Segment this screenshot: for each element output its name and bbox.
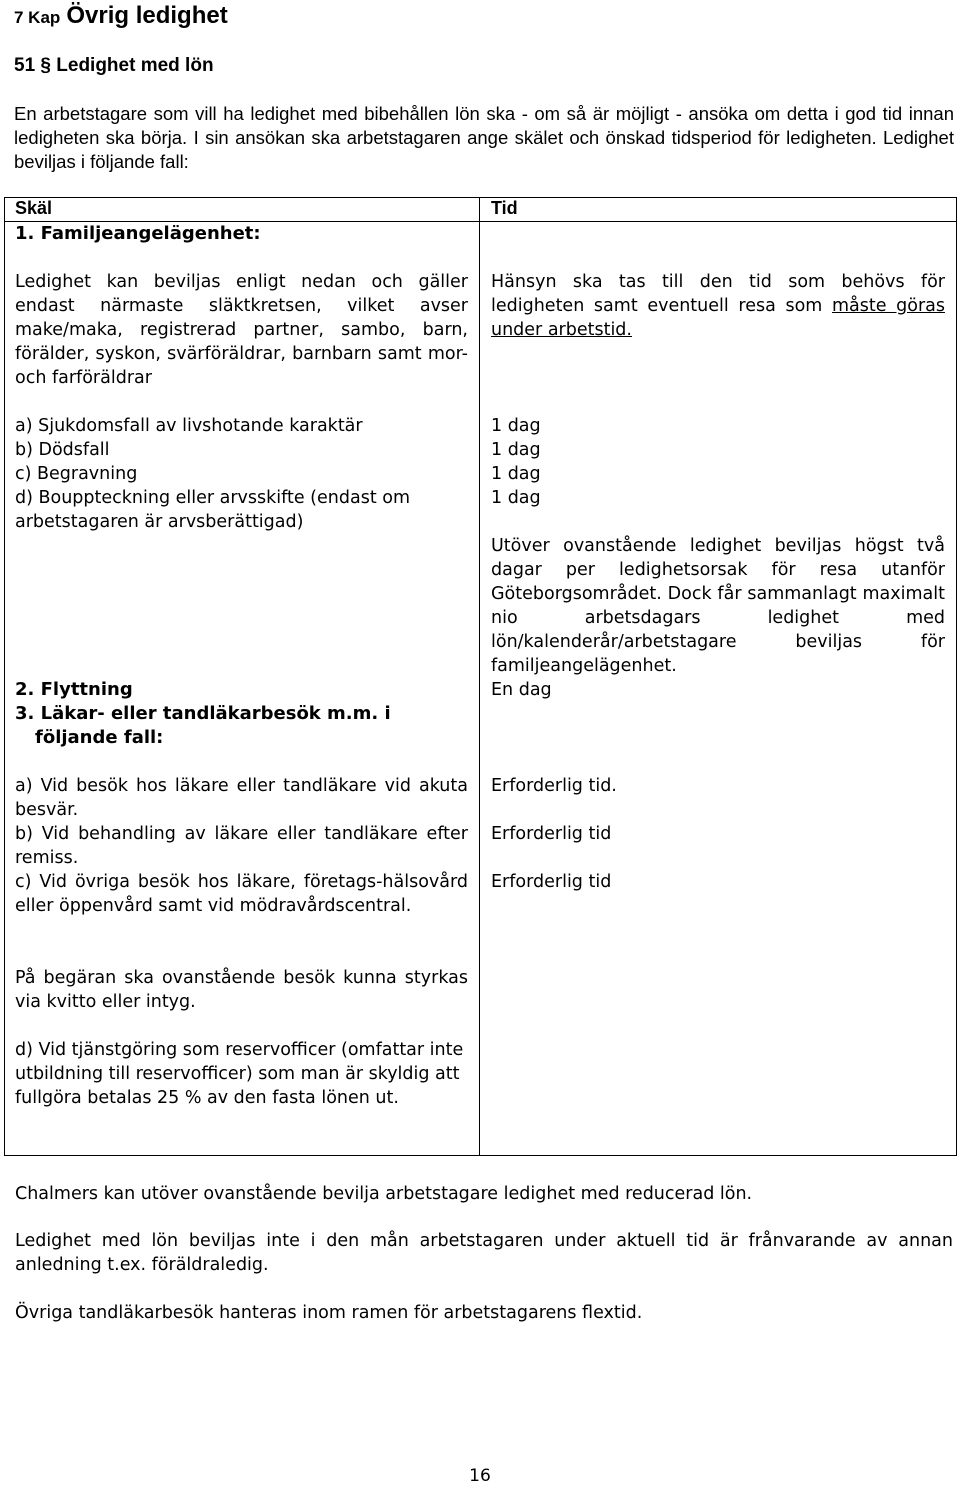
doctor-item-time: Erforderlig tid	[491, 872, 612, 892]
reserve-officer-note: d) Vid tjänstgöring som reservofficer (omfattar inte utbildning till reservofficer) som man är skyldig att fullgöra betalas 25 % av den fasta lönen ut.	[15, 1040, 464, 1108]
chapter-prefix: 7 Kap	[14, 8, 61, 27]
doctor-item-time: Erforderlig tid	[491, 824, 612, 844]
table-bottom-border	[4, 1155, 957, 1156]
moving-heading: 2. Flyttning	[15, 679, 133, 700]
family-item-time: 1 dag	[491, 464, 541, 484]
after-paragraph: Chalmers kan utöver ovanstående bevilja arbetstagare ledighet med reducerad lön.	[15, 1184, 753, 1204]
intro-paragraph: En arbetstagare som vill ha ledighet med bibehållen lön ska - om så är möjligt - ansöka om detta i god tid innan ledigheten ska börja. I sin ansökan ska arbetstagaren ange skälet och önskad tidsperiod för ledigheten. Ledighet beviljas i följande fall:	[14, 103, 954, 172]
family-item-reason: c) Begravning	[15, 464, 138, 484]
family-time-note: Hänsyn ska tas till den tid som behövs för ledigheten samt eventuell resa som måste göras under arbetstid.	[491, 272, 945, 340]
table-right-border	[956, 197, 957, 1156]
doctor-item-reason: b) Vid behandling av läkare eller tandläkare efter remiss.	[15, 824, 468, 868]
table-top-border	[4, 197, 957, 198]
family-item-time: 1 dag	[491, 440, 541, 460]
doctor-heading-line2: följande fall:	[35, 727, 164, 748]
chapter-title: Övrig ledighet	[66, 2, 228, 29]
section-title: Ledighet med lön	[56, 55, 214, 76]
doctor-item-reason: c) Vid övriga besök hos läkare, företags-hälsovård eller öppenvård samt vid mödravårdscentral.	[15, 872, 468, 916]
table-header-reason: Skäl	[15, 198, 53, 218]
after-paragraph: Ledighet med lön beviljas inte i den mån arbetstagaren under aktuell tid är frånvarande av annan anledning t.ex. föräldraledig.	[15, 1231, 953, 1275]
doctor-item-time: Erforderlig tid.	[491, 776, 617, 796]
moving-time: En dag	[491, 680, 552, 700]
family-item-time: 1 dag	[491, 488, 541, 508]
family-extra-note: Utöver ovanstående ledighet beviljas högst två dagar per ledighetsorsak för resa utanför Göteborgsområdet. Dock får sammanlagt maximalt nio arbetsdagars ledighet med lön/kalenderår/arbetstagare beviljas för familjeangelägenhet.	[491, 536, 945, 676]
doctor-item-reason: a) Vid besök hos läkare eller tandläkare vid akuta besvär.	[15, 776, 468, 820]
family-item-reason: a) Sjukdomsfall av livshotande karaktär	[15, 416, 363, 436]
section-number: 51 §	[14, 55, 51, 76]
table-header-time: Tid	[491, 198, 518, 218]
after-paragraph: Övriga tandläkarbesök hanteras inom ramen för arbetstagarens flextid.	[15, 1303, 643, 1323]
chapter-heading	[14, 2, 228, 30]
family-item-reason: d) Bouppteckning eller arvsskifte (endast om arbetstagaren är arvsberättigad)	[15, 488, 410, 532]
family-item-time: 1 dag	[491, 416, 541, 436]
family-item-reason: b) Dödsfall	[15, 440, 110, 460]
family-description: Ledighet kan beviljas enligt nedan och gäller endast närmaste släktkretsen, vilket avser make/maka, registrerad partner, sambo, barn, förälder, syskon, svärföräldrar, barnbarn samt mor- och farföräldrar	[15, 272, 468, 388]
table-column-divider	[479, 197, 480, 1156]
doctor-proof-note: På begäran ska ovanstående besök kunna styrkas via kvitto eller intyg.	[15, 968, 468, 1012]
page-number: 16	[469, 1466, 491, 1486]
family-heading: 1. Familjeangelägenhet:	[15, 223, 261, 244]
doctor-heading-line1: 3. Läkar- eller tandläkarbesök m.m. i	[15, 703, 391, 724]
table-left-border	[4, 197, 5, 1156]
section-heading	[14, 55, 214, 77]
